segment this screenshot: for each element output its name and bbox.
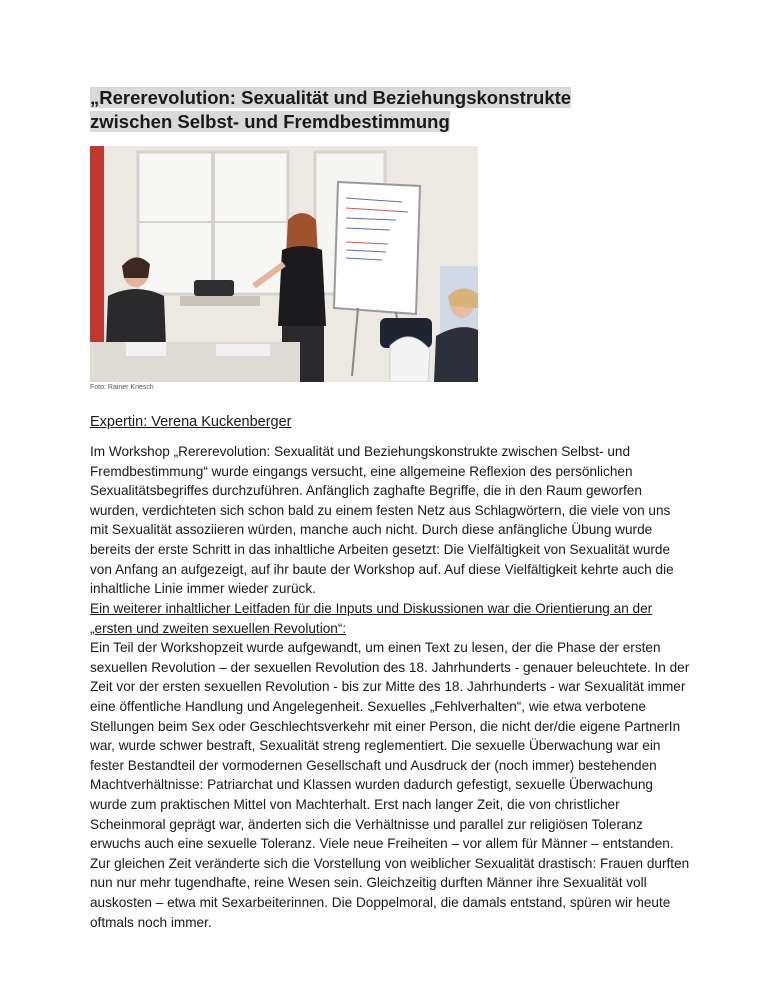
paragraph-intro: Im Workshop „Rererevolution: Sexualität und Beziehungskonstrukte zwischen Selbst- und Fremdbestimmung“ wurde eingangs versucht, eine allgemeine Reflexion des persönlichen Sexualitätsbegriffes durchzuführen. Anfänglich zaghafte Begriffe, die in den Raum geworfen wurden, verdichteten sich schon bald zu einem festen Netz aus Schlagwörtern, die viele von uns mit Sexualität assoziieren würden, manche auch nicht. Durch diese anfängliche Übung wurde bereits der erste Schritt in das inhaltliche Arbeiten gesetzt: Die Vielfältigkeit von Sexualität wurde von Anfang an aufgezeigt, auf ihr baute der Workshop auf. Auf diese Vielfältigkeit kehrte auch die inhaltliche Linie immer wieder zurück. — [90, 444, 674, 597]
document-title: „Rererevolution: Sexualität und Beziehungskonstrukte zwischen Selbst- und Fremdbestimmung — [90, 87, 572, 132]
workshop-photo — [90, 146, 478, 382]
paragraph-revolution — [90, 599, 690, 932]
paragraph-body: Ein Teil der Workshopzeit wurde aufgewandt, um einen Text zu lesen, der die Phase der ersten sexuellen Revolution – der sexuellen Revolution des 18. Jahrhunderts - genauer beleuchtete. In der Zeit vor der ersten sexuellen Revolution - bis zur Mitte des 18. Jahrhunderts - war Sexualität immer eine öffentliche Handlung und Angelegenheit. Sexuelles „Fehlverhalten“, wie etwa verbotene Stellungen beim Sex oder Geschlechtsverkehr mit einer Person, die nicht der/die eigene PartnerIn war, wurde schwer bestraft, Sexualität streng reglementiert. Die sexuelle Überwachung war ein fester Bestandteil der vormodernen Gesellschaft und Ausdruck der (noch immer) bestehenden Machtverhältnisse: Patriarchat und Klassen wurden dadurch gefestigt, sexuelle Überwachung wurde zum praktischen Mittel von Machterhalt. Erst nach langer Zeit, die von christlicher Scheinmoral geprägt war, änderten sich die Verhältnisse und parallel zur religiösen Toleranz erwuchs auch eine sexuelle Toleranz. Viele neue Freiheiten – vor allem für Männer – entstanden. Zur gleichen Zeit veränderte sich die Vorstellung von weiblicher Sexualität drastisch: Frauen durften nun nur mehr tugendhafte, reine Wesen sein. Gleichzeitig durften Männer ihre Sexualität voll auskosten – etwa mit Sexarbeiterinnen. Die Doppelmoral, die damals entstand, spüren wir heute oftmals noch immer. — [90, 640, 690, 930]
photo-caption: Foto: Rainer Kriesch — [90, 384, 154, 391]
expert-line: Expertin: Verena Kuckenberger — [90, 414, 292, 430]
paragraph-lead: Ein weiterer inhaltlicher Leitfaden für die Inputs und Diskussionen war die Orientierung an der „ersten und zweiten sexuellen Revolution“: — [90, 601, 653, 636]
workshop-photo-illustration — [90, 146, 478, 382]
